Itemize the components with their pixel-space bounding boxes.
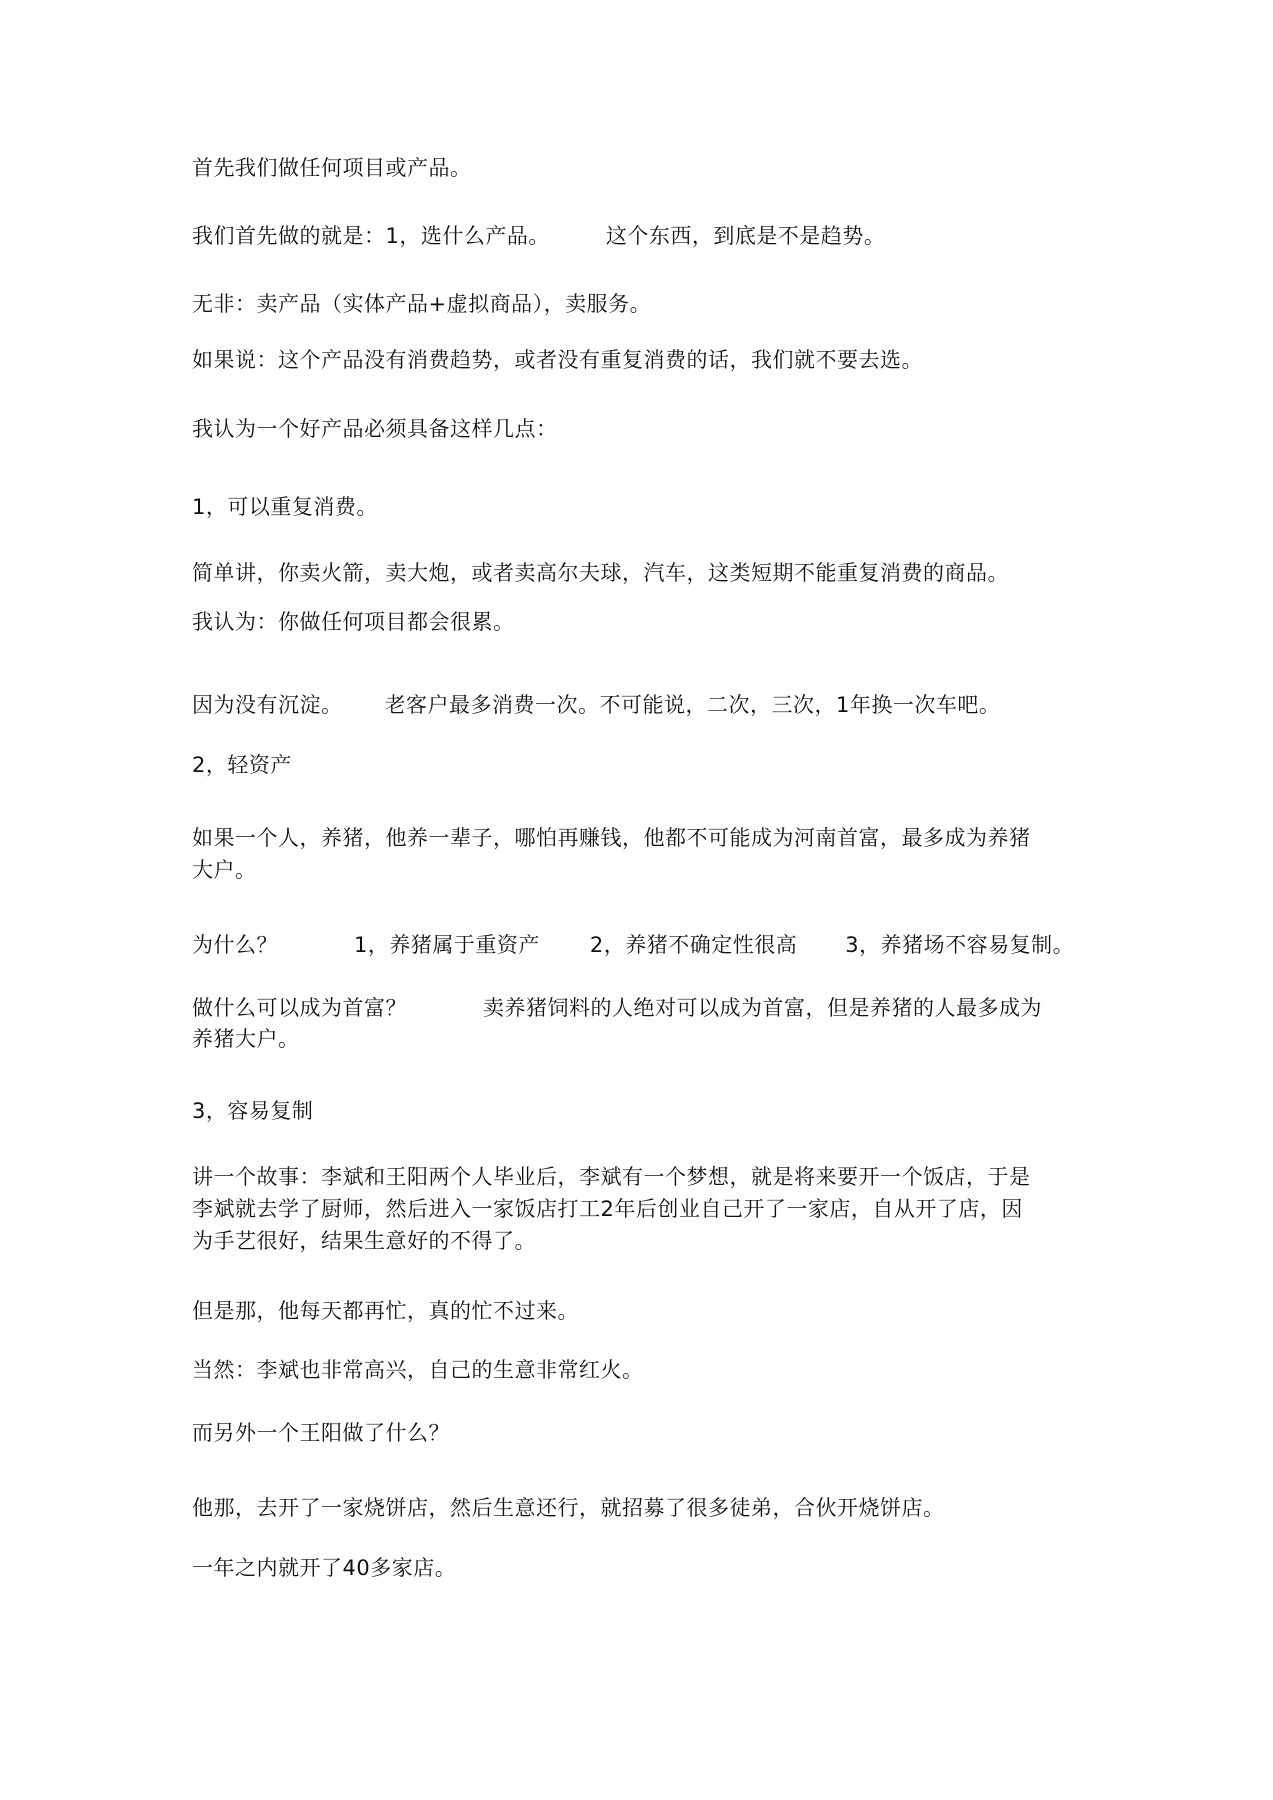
- text-line: 因为没有沉淀。: [192, 693, 343, 717]
- text-line: 养猪大户。: [192, 1027, 300, 1051]
- paragraph-why: [192, 930, 1074, 960]
- paragraph-products: [192, 289, 651, 319]
- text-line: 一年之内就开了40多家店。: [192, 1556, 457, 1580]
- heading-point-1: [192, 492, 378, 522]
- paragraph-first-step: [192, 221, 885, 251]
- text-line: 为什么？: [192, 933, 278, 957]
- heading-point-3: [192, 1096, 313, 1126]
- text-line: 2，轻资产: [192, 753, 292, 777]
- paragraph-good-product: [192, 414, 558, 444]
- text-line: 我认为：你做任何项目都会很累。: [192, 610, 515, 634]
- text-line: 3，容易复制: [192, 1099, 314, 1123]
- text-line: 我认为一个好产品必须具备这样几点：: [192, 417, 558, 441]
- paragraph-intro: [192, 153, 472, 183]
- paragraph-tired: [192, 607, 515, 637]
- paragraph-happy: [192, 1355, 644, 1385]
- text-line: 1，养猪属于重资产: [354, 933, 540, 957]
- text-line: 为手艺很好，结果生意好的不得了。: [192, 1229, 536, 1253]
- paragraph-simple: [192, 558, 1009, 588]
- text-line: 讲一个故事：李斌和王阳两个人毕业后，李斌有一个梦想，就是将来要开一个饭店，于是: [192, 1165, 1031, 1189]
- text-line: 如果说：这个产品没有消费趋势，或者没有重复消费的话，我们就不要去选。: [192, 348, 923, 372]
- paragraph-richest-2: [192, 1024, 300, 1054]
- paragraph-shaobing: [192, 1493, 945, 1523]
- text-line: 他那，去开了一家烧饼店，然后生意还行，就招募了很多徒弟，合伙开烧饼店。: [192, 1496, 945, 1520]
- text-line: 卖养猪饲料的人绝对可以成为首富，但是养猪的人最多成为: [483, 996, 1042, 1020]
- text-line: 老客户最多消费一次。不可能说，二次，三次，1年换一次车吧。: [384, 693, 1001, 717]
- paragraph-richest-1: [192, 993, 1042, 1023]
- paragraph-forty-stores: [192, 1553, 456, 1583]
- text-line: 而另外一个王阳做了什么？: [192, 1421, 450, 1445]
- text-line: 1，可以重复消费。: [192, 495, 378, 519]
- text-line: 大户。: [192, 858, 257, 882]
- text-line: 首先我们做任何项目或产品。: [192, 156, 472, 180]
- text-line: 这个东西，到底是不是趋势。: [605, 224, 886, 248]
- paragraph-if-no-trend: [192, 345, 923, 375]
- text-line: 简单讲，你卖火箭，卖大炮，或者卖高尔夫球，汽车，这类短期不能重复消费的商品。: [192, 561, 1009, 585]
- text-line: 但是那，他每天都再忙，真的忙不过来。: [192, 1299, 579, 1323]
- text-line: 李斌就去学了厨师，然后进入一家饭店打工2年后创业自己开了一家店，自从开了店，因: [192, 1197, 1023, 1221]
- text-line: 做什么可以成为首富？: [192, 996, 407, 1020]
- text-line: 无非：卖产品（实体产品+虚拟商品），卖服务。: [192, 292, 652, 316]
- paragraph-wangyang: [192, 1418, 450, 1448]
- paragraph-pig-2: [192, 855, 257, 885]
- text-line: 当然：李斌也非常高兴，自己的生意非常红火。: [192, 1358, 644, 1382]
- paragraph-no-deposit: [192, 690, 1000, 720]
- paragraph-busy: [192, 1296, 579, 1326]
- text-line: 我们首先做的就是：1，选什么产品。: [192, 224, 550, 248]
- paragraph-pig-1: [192, 823, 1031, 853]
- text-line: 3，养猪场不容易复制。: [845, 933, 1075, 957]
- paragraph-story-3: [192, 1226, 536, 1256]
- paragraph-story-1: [192, 1162, 1031, 1192]
- paragraph-story-2: [192, 1194, 1023, 1224]
- text-line: 如果一个人，养猪，他养一辈子，哪怕再赚钱，他都不可能成为河南首富，最多成为养猪: [192, 826, 1031, 850]
- text-line: 2，养猪不确定性很高: [589, 933, 798, 957]
- heading-point-2: [192, 750, 292, 780]
